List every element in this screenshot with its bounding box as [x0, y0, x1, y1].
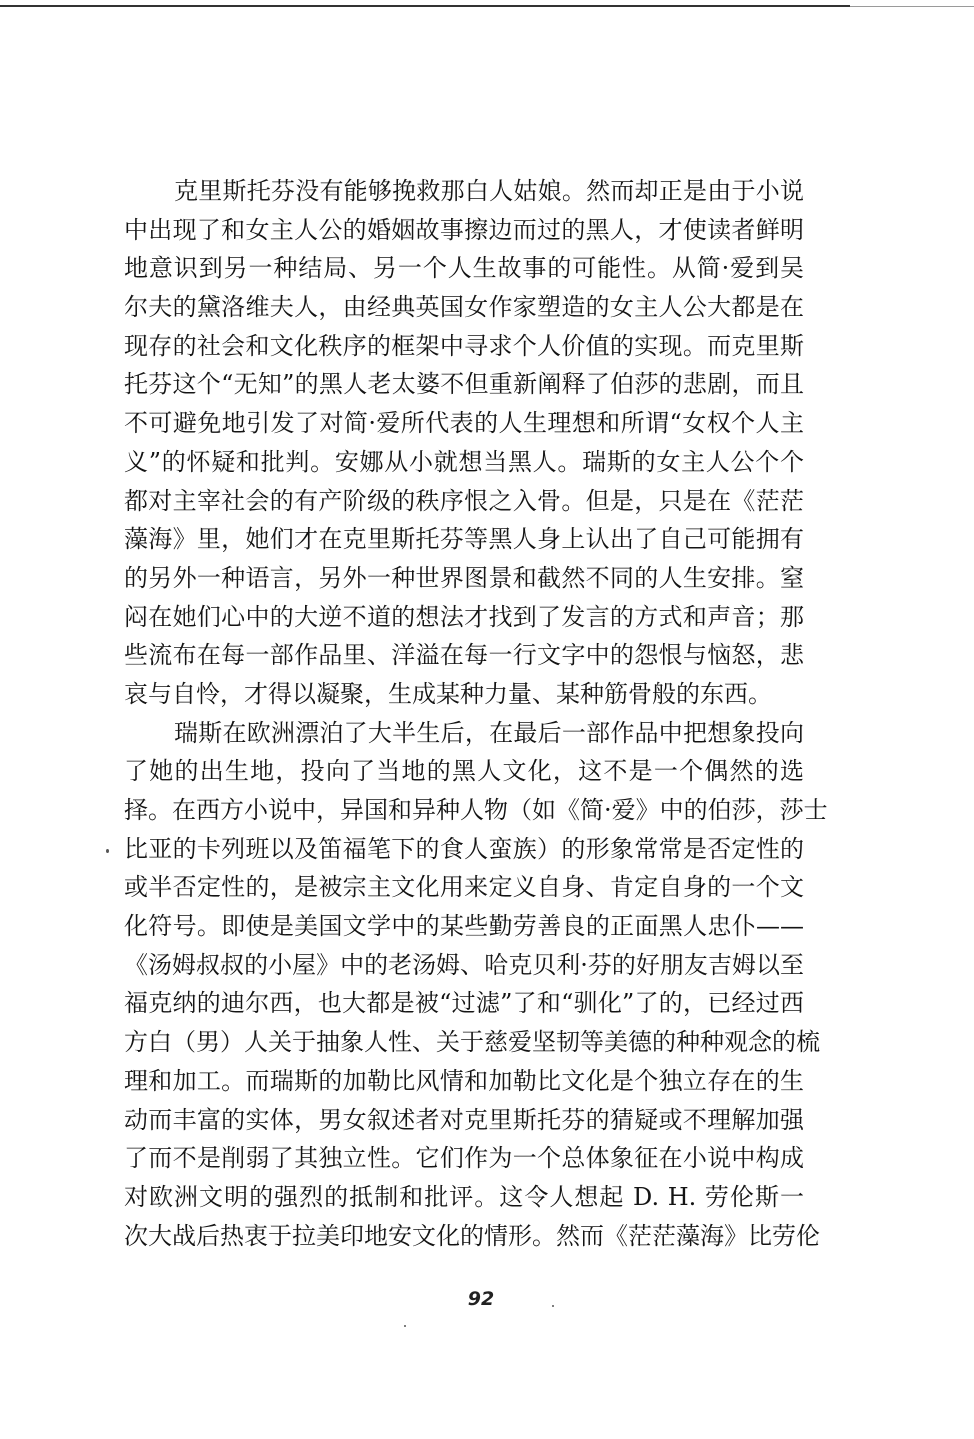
text-line: 托芬这个“无知”的黑人老太婆不但重新阐释了伯莎的悲剧，而且: [124, 370, 804, 399]
text-line: 的另外一种语言，另外一种世界图景和截然不同的人生安排。窒: [124, 563, 804, 592]
text-line: 了而不是削弱了其独立性。它们作为一个总体象征在小说中构成: [124, 1144, 804, 1173]
scan-speck: [404, 1325, 406, 1327]
text-line: 都对主宰社会的有产阶级的秩序恨之入骨。但是，只是在《茫茫: [124, 486, 804, 515]
body-text: [124, 172, 828, 1255]
scan-speck: [552, 1305, 554, 1307]
text-line: 《汤姆叔叔的小屋》中的老汤姆、哈克贝利·芬的好朋友吉姆以至: [124, 950, 804, 979]
text-line: 地意识到另一种结局、另一个人生故事的可能性。从简·爱到吴: [124, 254, 804, 283]
scan-speck: [106, 849, 109, 853]
text-line: 现存的社会和文化秩序的框架中寻求个人价值的实现。而克里斯: [124, 331, 804, 360]
text-line: 次大战后热衷于拉美印地安文化的情形。然而《茫茫藻海》比劳伦: [124, 1221, 820, 1250]
text-line: 哀与自怜，才得以凝聚，生成某种力量、某种筋骨般的东西。: [124, 679, 772, 708]
text-line: 或半否定性的，是被宗主文化用来定义自身、肯定自身的一个文: [124, 873, 804, 902]
text-line: 择。在西方小说中，异国和异种人物（如《简·爱》中的伯莎，莎士: [124, 796, 828, 824]
text-line: 义”的怀疑和批判。安娜从小就想当黑人。瑞斯的女主人公个个: [124, 447, 804, 476]
text-line: 不可避免地引发了对简·爱所代表的人生理想和所谓“女权个人主: [124, 409, 804, 438]
text-line: 动而丰富的实体，男女叙述者对克里斯托芬的猜疑或不理解加强: [124, 1105, 804, 1134]
text-line: 尔夫的黛洛维夫人，由经典英国女作家塑造的女主人公大都是在: [124, 293, 804, 322]
text-line: 对欧洲文明的强烈的抵制和批评。这令人想起 D. H. 劳伦斯一: [124, 1182, 804, 1211]
paragraph-1: [124, 172, 804, 714]
text-line: 了她的出生地，投向了当地的黑人文化，这不是一个偶然的选: [124, 757, 804, 786]
text-line: 化符号。即使是美国文学中的某些勤劳善良的正面黑人忠仆——: [124, 912, 804, 941]
text-line: 比亚的卡列班以及笛福笔下的食人蛮族）的形象常常是否定性的: [124, 834, 804, 863]
text-line: 克里斯托芬没有能够挽救那白人姑娘。然而却正是由于小说: [174, 177, 804, 205]
text-line: 瑞斯在欧洲漂泊了大半生后，在最后一部作品中把想象投向: [174, 718, 804, 747]
text-line: 福克纳的迪尔西，也大都是被“过滤”了和“驯化”了的，已经过西: [124, 989, 804, 1018]
text-line: 中出现了和女主人公的婚姻故事擦边而过的黑人，才使读者鲜明: [124, 215, 804, 244]
page-number: 92: [467, 1288, 495, 1310]
text-line: 藻海》里，她们才在克里斯托芬等黑人身上认出了自己可能拥有: [124, 525, 804, 554]
top-border-rule-faint: [850, 6, 974, 7]
paragraph-2: [124, 714, 828, 1256]
top-border-rule: [0, 5, 850, 7]
text-line: 方白（男）人关于抽象人性、关于慈爱坚韧等美德的种种观念的梳: [124, 1028, 820, 1057]
text-line: 闷在她们心中的大逆不道的想法才找到了发言的方式和声音；那: [124, 602, 804, 631]
text-line: 些流布在每一部作品里、洋溢在每一行文字中的怨恨与恼怒，悲: [124, 641, 804, 670]
text-line: 理和加工。而瑞斯的加勒比风情和加勒比文化是个独立存在的生: [124, 1066, 804, 1095]
